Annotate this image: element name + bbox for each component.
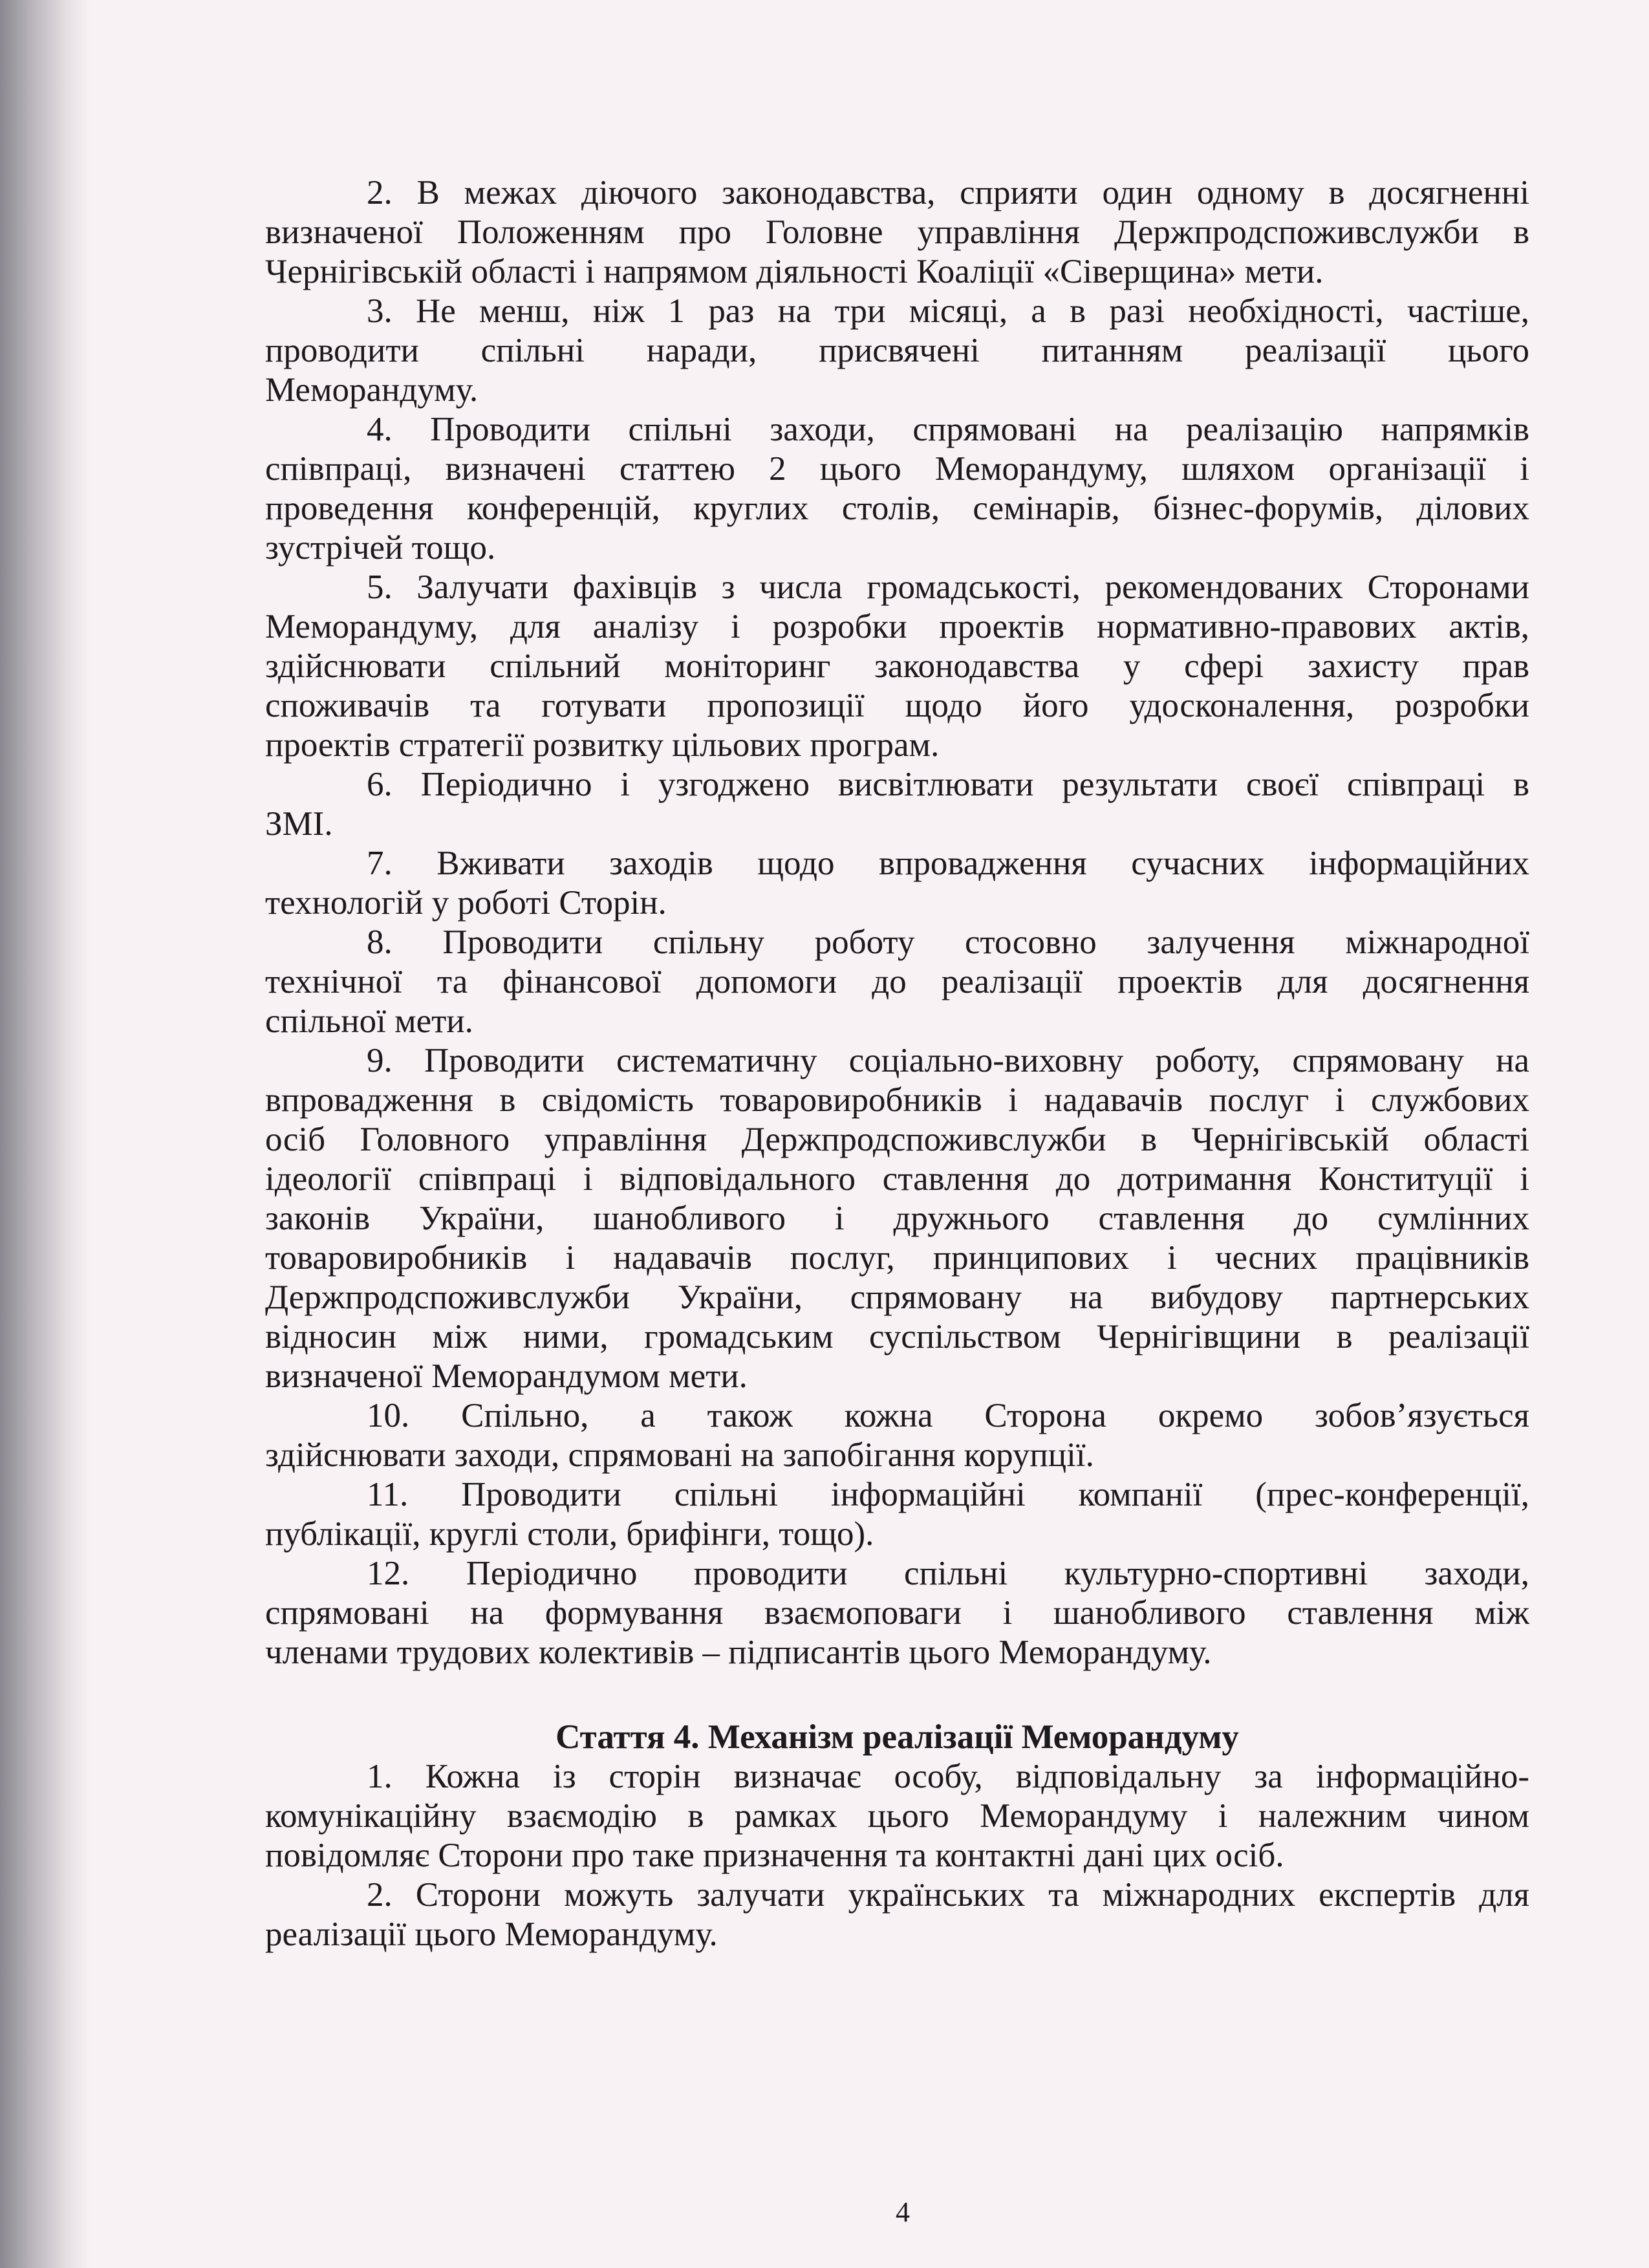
paragraph [265, 1875, 1529, 1954]
text-line: проводити спільні наради, присвячені питанням реалізації цього [265, 332, 1529, 369]
text-line: комунікаційну взаємодію в рамках цього Меморандуму і належним чином [265, 1797, 1529, 1835]
text-line: здійснювати заходи, спрямовані на запобігання корупції. [265, 1436, 1094, 1474]
text-line: 10. Спільно, а також кожна Сторона окремо зобов’язується [367, 1397, 1529, 1434]
text-line: 5. Залучати фахівців з числа громадськості, рекомендованих Сторонами [367, 568, 1529, 606]
text-line: визначеної Меморандумом мети. [265, 1357, 748, 1395]
text-line: 2. В межах діючого законодавства, сприяти один одному в досягненні [367, 174, 1529, 211]
text-line: публікації, круглі столи, брифінги, тощо). [265, 1515, 874, 1553]
text-line: технічної та фінансової допомоги до реалізації проектів для досягнення [265, 963, 1529, 1000]
text-line: 9. Проводити систематичну соціально-виховну роботу, спрямовану на [367, 1042, 1529, 1079]
text-line: Меморандуму. [265, 371, 479, 409]
text-line: Меморандуму, для аналізу і розробки проектів нормативно-правових актів, [265, 608, 1529, 645]
text-line: відносин між ними, громадським суспільством Чернігівщини в реалізації [265, 1318, 1529, 1355]
text-line: товаровиробників і надавачів послуг, принципових і чесних працівників [265, 1239, 1529, 1277]
paragraph [265, 923, 1529, 1041]
text-line: членами трудових колективів – підписантів цього Меморандуму. [265, 1634, 1212, 1671]
paragraph [265, 844, 1529, 923]
text-line: 7. Вживати заходів щодо впровадження сучасних інформаційних [367, 845, 1529, 882]
text-line: 3. Не менш, ніж 1 раз на три місяці, а в разі необхідності, частіше, [367, 292, 1529, 330]
text-line: 6. Періодично і узгоджено висвітлювати результати своєї співпраці в [367, 766, 1529, 803]
paragraph [265, 173, 1529, 292]
paragraph [265, 292, 1529, 410]
text-line: осіб Головного управління Держпродспоживслужби в Чернігівській області [265, 1121, 1529, 1158]
paragraph [265, 1041, 1529, 1396]
text-line: визначеної Положенням про Головне управління Держпродспоживслужби в [265, 213, 1529, 251]
paragraph [265, 1475, 1529, 1554]
text-line: співпраці, визначені статтею 2 цього Меморандуму, шляхом організації і [265, 450, 1529, 488]
text-line: 12. Періодично проводити спільні культурно-спортивні заходи, [367, 1555, 1529, 1592]
text-line: ЗМІ. [265, 805, 333, 843]
article-4-heading: Стаття 4. Механізм реалізації Меморандуму [555, 1718, 1239, 1756]
text-line: 4. Проводити спільні заходи, спрямовані на реалізацію напрямків [367, 411, 1529, 448]
text-line: впровадження в свідомість товаровиробників і надавачів послуг і службових [265, 1081, 1529, 1119]
text-line: спрямовані на формування взаємоповаги і шанобливого ставлення між [265, 1594, 1529, 1632]
text-line: Держпродспоживслужби України, спрямовану на вибудову партнерських [265, 1279, 1529, 1316]
text-line: законів України, шанобливого і дружнього ставлення до сумлінних [265, 1200, 1529, 1237]
document-body [265, 173, 1529, 1954]
paragraph [265, 765, 1529, 844]
article-4-items [265, 1757, 1529, 1954]
text-line: 2. Сторони можуть залучати українських та міжнародних експертів для [367, 1876, 1529, 1914]
text-line: 11. Проводити спільні інформаційні компанії (прес-конференції, [367, 1476, 1529, 1513]
paragraph [265, 1396, 1529, 1475]
paragraph [265, 568, 1529, 765]
text-line: споживачів та готувати пропозиції щодо його удосконалення, розробки [265, 687, 1529, 724]
text-line: технологій у роботі Сторін. [265, 884, 667, 922]
text-line: здійснювати спільний моніторинг законодавства у сфері захисту прав [265, 647, 1529, 685]
text-line: повідомляє Сторони про таке призначення та контактні дані цих осіб. [265, 1837, 1284, 1874]
text-line: 1. Кожна із сторін визначає особу, відповідальну за інформаційно- [367, 1758, 1529, 1795]
page-number: 4 [896, 2196, 910, 2228]
paragraph [265, 410, 1529, 568]
paragraph [265, 1554, 1529, 1672]
text-line: проектів стратегії розвитку цільових програм. [265, 726, 940, 764]
text-line: 8. Проводити спільну роботу стосовно залучення міжнародної [367, 923, 1529, 961]
article-3-items [265, 173, 1529, 1672]
text-line: Чернігівській області і напрямом діяльності Коаліції «Сіверщина» мети. [265, 253, 1324, 290]
paragraph [265, 1757, 1529, 1875]
text-line: проведення конференцій, круглих столів, семінарів, бізнес-форумів, ділових [265, 490, 1529, 527]
text-line: реалізації цього Меморандуму. [265, 1916, 718, 1953]
text-line: спільної мети. [265, 1002, 473, 1040]
text-line: ідеології співпраці і відповідального ставлення до дотримання Конституції і [265, 1160, 1529, 1198]
scan-edge-shadow [0, 0, 91, 2268]
text-line: зустрічей тощо. [265, 529, 496, 567]
